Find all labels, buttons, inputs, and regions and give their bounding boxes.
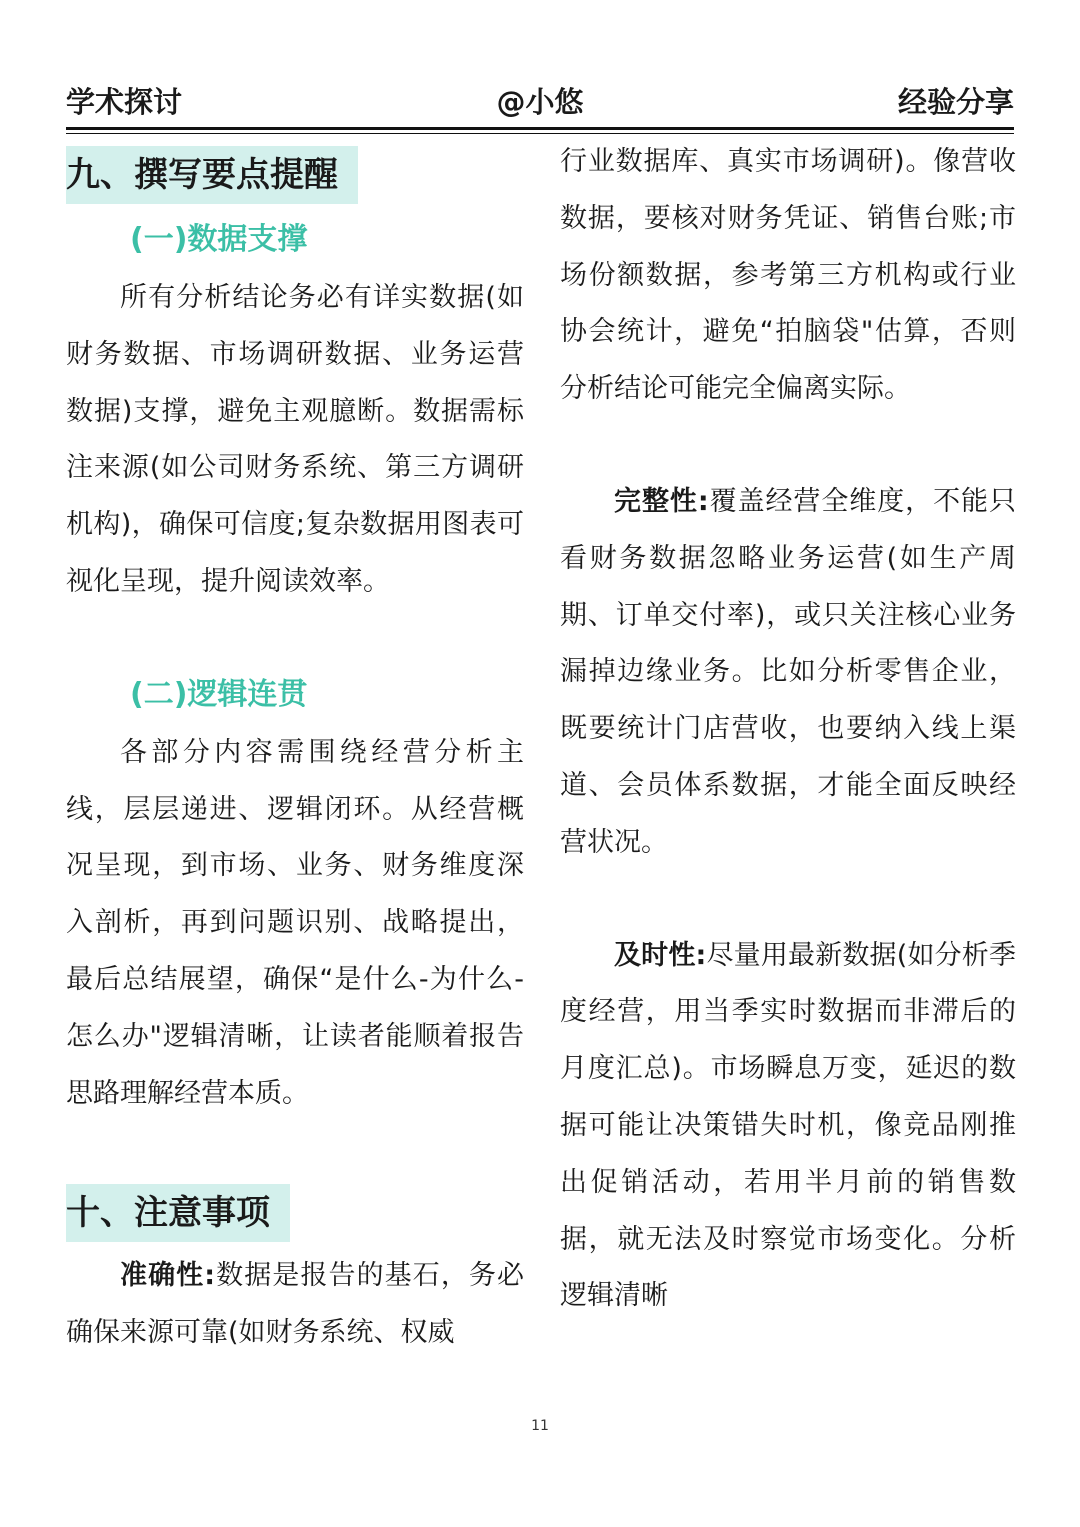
accuracy-text: 数据是报告的基石，务必确保来源可靠(如财务系统、权威: [66, 1260, 524, 1349]
page-header: [66, 82, 1014, 122]
header-author: @小悠: [496, 85, 584, 119]
completeness-text: 覆盖经营全维度，不能只看财务数据忽略业务运营(如生产周期、订单交付率)，或只关注核心业务漏掉边缘业务。比如分析零售企业，既要统计门店营收，也要纳入线上渠道、会员体系数据，才能全面反映经营状况。: [560, 485, 1016, 858]
timeliness-text: 尽量用最新数据(如分析季度经营，用当季实时数据而非滞后的月度汇总)。市场瞬息万变，延迟的数据可能让决策错失时机，像竞品刚推出促销活动，若用半月前的销售数据，就无法及时察觉市场变化。分析逻辑清晰: [560, 939, 1016, 1312]
subsection-logic-heading: (二)逻辑连贯: [130, 676, 308, 712]
accuracy-continued-paragraph: 行业数据库、真实市场调研)。像营收数据，要核对财务凭证、销售台账;市场份额数据，参考第三方机构或行业协会统计，避免“拍脑袋"估算，否则分析结论可能完全偏离实际。: [560, 146, 1016, 405]
accuracy-paragraph: [66, 1248, 524, 1362]
accuracy-label: 准确性:: [120, 1260, 216, 1292]
section-10-heading: 十、注意事项: [66, 1184, 290, 1242]
data-support-paragraph: 所有分析结论务必有详实数据(如财务数据、市场调研数据、业务运营数据)支撑，避免主观臆断。数据需标注来源(如公司财务系统、第三方调研机构)，确保可信度;复杂数据用图表可视化呈现，提升阅读效率。: [66, 282, 524, 597]
right-column: [560, 140, 1016, 1325]
completeness-paragraph: [560, 474, 1016, 872]
timeliness-label: 及时性:: [614, 939, 707, 971]
header-rule-thick: [66, 127, 1014, 130]
section-9-heading: 九、撰写要点提醒: [66, 146, 358, 204]
logic-paragraph: 各部分内容需围绕经营分析主线，层层递进、逻辑闭环。从经营概况呈现，到市场、业务、财务维度深入剖析，再到问题识别、战略提出，最后总结展望，确保“是什么-为什么-怎么办"逻辑清晰，让读者能顺着报告思路理解经营本质。: [66, 736, 524, 1109]
header-left: 学术探讨: [66, 85, 183, 119]
subsection-data-support-heading: (一)数据支撑: [130, 222, 308, 257]
completeness-label: 完整性:: [614, 485, 709, 517]
header-right: 经验分享: [897, 85, 1014, 119]
page-number: 11: [531, 1418, 549, 1434]
timeliness-paragraph: [560, 928, 1016, 1326]
left-column: [66, 140, 524, 1362]
